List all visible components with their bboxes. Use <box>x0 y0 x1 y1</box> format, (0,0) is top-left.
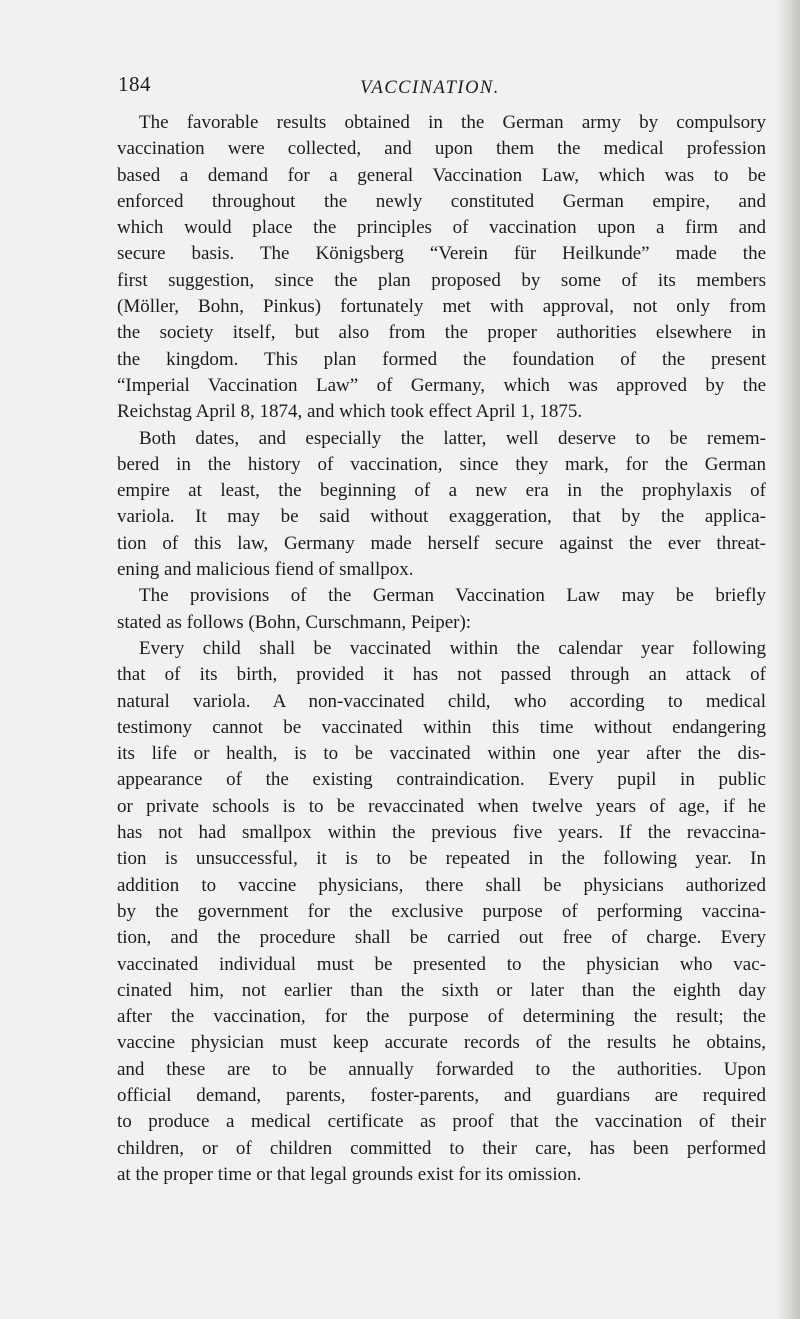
text-line: bered in the history of vaccination, since they mark, for the German <box>117 453 766 475</box>
text-line: tion of this law, Germany made herself secure against the ever threat- <box>117 532 766 554</box>
text-line: variola. It may be said without exaggeration, that by the applica- <box>117 506 766 528</box>
text-line: The favorable results obtained in the German army by compulsory <box>139 112 766 133</box>
text-line: vaccination were collected, and upon them the medical profession <box>117 138 766 160</box>
text-line: natural variola. A non-vaccinated child, who according to medical <box>117 690 766 712</box>
page-number: 184 <box>118 72 151 96</box>
text-line: empire at least, the beginning of a new era in the prophylaxis of <box>117 480 766 502</box>
text-line: ening and malicious fiend of smallpox. <box>117 559 414 581</box>
text-line: vaccine physician must keep accurate records of the results he obtains, <box>117 1032 766 1054</box>
text-line: addition to vaccine physicians, there shall be physicians authorized <box>117 874 766 896</box>
text-line: which would place the principles of vaccination upon a firm and <box>117 217 766 239</box>
text-line: stated as follows (Bohn, Curschmann, Peiper): <box>117 611 472 633</box>
text-line: by the government for the exclusive purpose of performing vaccina- <box>117 900 766 922</box>
text-line: tion, and the procedure shall be carried out free of charge. Every <box>117 927 766 949</box>
paragraph <box>117 110 766 426</box>
paragraph <box>117 583 766 636</box>
text-line: children, or of children committed to their care, has been performed <box>117 1137 766 1159</box>
text-line: appearance of the existing contraindication. Every pupil in public <box>117 769 766 791</box>
text-line: Reichstag April 8, 1874, and which took effect April 1, 1875. <box>117 401 583 423</box>
text-line: and these are to be annually forwarded to the authorities. Upon <box>117 1058 766 1080</box>
page-edge-shadow <box>776 0 800 1319</box>
paragraph <box>117 426 766 584</box>
text-line: (Möller, Bohn, Pinkus) fortunately met with approval, not only from <box>117 296 766 318</box>
text-line: has not had smallpox within the previous five years. If the revaccina- <box>117 822 766 844</box>
text-line: after the vaccination, for the purpose of determining the result; the <box>117 1006 766 1028</box>
text-line: “Imperial Vaccination Law” of Germany, which was approved by the <box>117 374 766 396</box>
text-line: or private schools is to be revaccinated when twelve years of age, if he <box>117 795 766 817</box>
body-text <box>117 110 766 1188</box>
text-line: Both dates, and especially the latter, well deserve to be remem- <box>139 427 766 449</box>
running-head: VACCINATION. <box>360 78 500 98</box>
text-line: official demand, parents, foster-parents, and guardians are required <box>117 1084 766 1106</box>
text-line: its life or health, is to be vaccinated within one year after the dis- <box>117 743 766 765</box>
text-line: the kingdom. This plan formed the foundation of the present <box>117 348 766 370</box>
text-line: that of its birth, provided it has not passed through an attack of <box>117 664 766 686</box>
paragraph <box>117 636 766 1188</box>
text-line: vaccinated individual must be presented to the physician who vac- <box>117 953 766 975</box>
text-line: the society itself, but also from the proper authorities elsewhere in <box>117 322 766 344</box>
text-line: enforced throughout the newly constituted German empire, and <box>117 190 766 212</box>
page-header <box>0 72 800 102</box>
text-line: to produce a medical certificate as proof that the vaccination of their <box>117 1111 766 1133</box>
text-line: testimony cannot be vaccinated within this time without endangering <box>117 716 766 738</box>
text-line: Every child shall be vaccinated within the calendar year following <box>139 637 766 659</box>
text-line: tion is unsuccessful, it is to be repeated in the following year. In <box>117 848 766 870</box>
text-line: The provisions of the German Vaccination Law may be briefly <box>139 585 766 607</box>
text-line: based a demand for a general Vaccination Law, which was to be <box>117 164 766 186</box>
text-line: at the proper time or that legal grounds exist for its omission. <box>117 1163 582 1185</box>
text-line: first suggestion, since the plan proposed by some of its members <box>117 269 766 291</box>
text-line: secure basis. The Königsberg “Verein für Heilkunde” made the <box>117 243 766 265</box>
text-line: cinated him, not earlier than the sixth or later than the eighth day <box>117 979 766 1001</box>
